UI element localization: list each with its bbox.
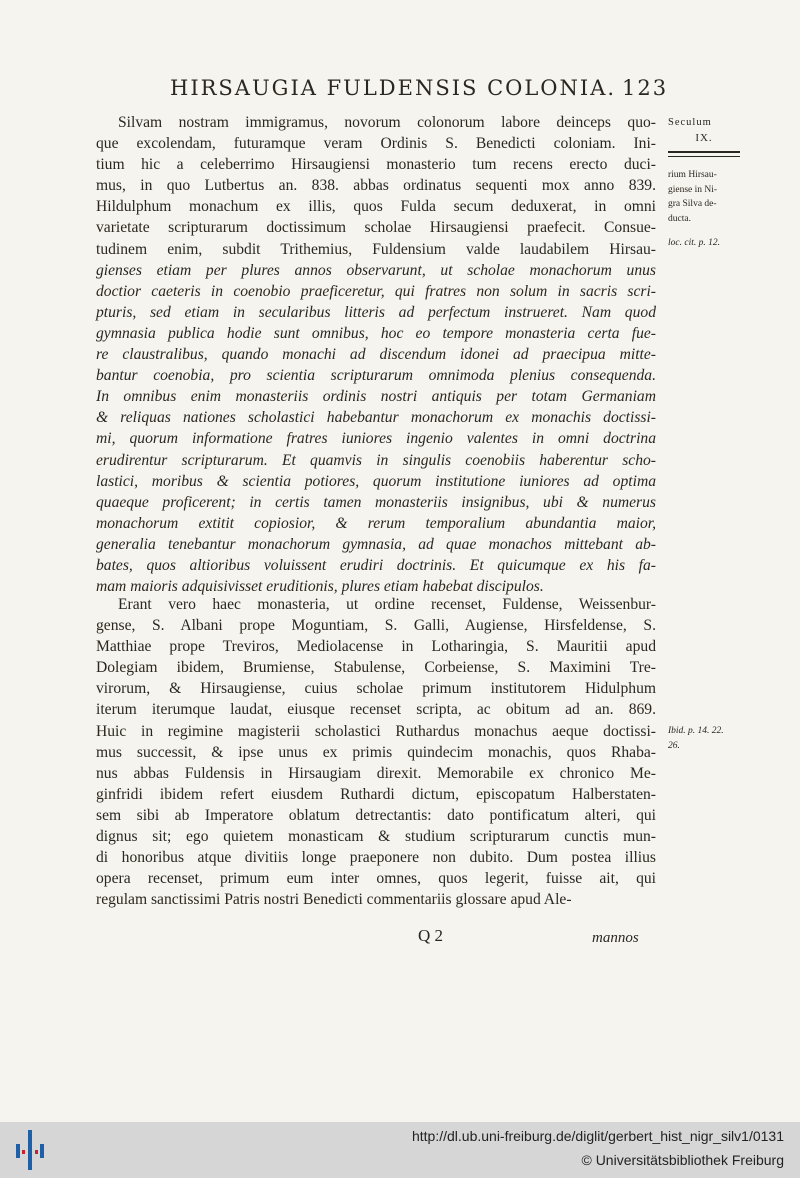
margin-century: [668, 116, 740, 145]
text-line: doctior caeteris in coenobio praeficeretur, qui fratres non solum in sacris scri-: [96, 282, 656, 300]
margin-note-hirsau: [668, 168, 740, 226]
margin-rule: [668, 151, 740, 157]
text-line: mam maioris adquisivisset eruditionis, plures etiam habebat discipulos.: [96, 578, 544, 596]
text-line: monachorum extitit copiosior, & rerum temporalium abundantia maior,: [96, 514, 656, 532]
margin-note-line: rium Hirsau-: [668, 170, 717, 180]
text-line: lastici, moribus & scientia potiores, quorum institutione iuniores ad optima: [96, 472, 656, 490]
text-line: nus abbas Fuldensis in Hirsaugiam direxit. Memorabile ex chronico Me-: [96, 764, 656, 782]
signature-mark: Q 2: [418, 926, 444, 945]
paragraph-1: [96, 112, 656, 597]
margin-seculum-number: IX.: [695, 131, 713, 144]
margin-note-line: gra Silva de-: [668, 199, 717, 209]
text-line: ginfridi ibidem refert eiusdem Ruthardi dictum, episcopatum Halberstaten-: [96, 785, 656, 803]
text-line: tium hic a celeberrimo Hirsaugiensi monasterio tum recens erecto duci-: [96, 156, 656, 174]
text-line: Dolegiam ibidem, Brumiense, Stabulense, Corbeiense, S. Maximini Tre-: [96, 659, 656, 677]
footer-bar: [0, 1122, 800, 1178]
text-line: regulam sanctissimi Patris nostri Benedicti commentariis glossare apud Ale-: [96, 891, 572, 909]
margin-note-line: giense in Ni-: [668, 184, 718, 195]
margin-note-ibid: [668, 724, 740, 753]
margin-note-line: 26.: [668, 740, 680, 751]
text-line: quaeque proficerent; in certis tamen monasteriis insignibus, ubi & numerus: [96, 493, 656, 511]
text-line: tudinem enim, subdit Trithemius, Fuldensium valde laudabilem Hirsau-: [96, 240, 656, 258]
text-line: Hildulphum monachum ex illis, quos Fulda secum deduxerat, in omni: [96, 198, 656, 216]
copyright-notice: © Universitätsbibliothek Freiburg: [581, 1152, 784, 1168]
text-line: mus successit, & ipse unus ex primis quindecim monachis, quos Rhaba-: [96, 743, 656, 761]
ub-freiburg-logo-icon: [12, 1130, 48, 1170]
text-line: gienses etiam per plures annos observarunt, ut scholae monachorum unus: [96, 261, 656, 279]
text-line: gense, S. Albani prope Moguntiam, S. Galli, Augiense, Hirsfeldense, S.: [96, 617, 656, 635]
text-line: virorum, & Hirsaugiense, cuius scholae primum institutorem Hidulphum: [96, 680, 656, 698]
paragraph-2: [96, 594, 656, 910]
text-line: Huic in regimine magisterii scholastici Ruthardus monachus aeque doctissi-: [96, 722, 656, 740]
text-line: Matthiae prope Treviros, Mediolacense in Lotharingia, S. Mauritii apud: [96, 638, 656, 656]
margin-note-line: ducta.: [668, 213, 691, 224]
text-line: erudirentur scripturarum. Et quamvis in singulis coenobiis haberentur scho-: [96, 451, 656, 469]
text-line: pturis, sed etiam in secularibus litteris ad perfectum instrueret. Nam quod: [96, 303, 656, 321]
text-line: mus, in quo Lutbertus an. 838. abbas ordinatus sequenti mox anno 839.: [96, 177, 656, 195]
text-line: gymnasia publica hodie sunt omnibus, hoc eo tempore monasteria certa fue-: [96, 324, 656, 342]
text-line: Erant vero haec monasteria, ut ordine recenset, Fuldense, Weissenbur-: [118, 596, 656, 613]
text-line: que excolendam, futuramque veram Ordinis S. Benedicti coloniam. Ini-: [96, 135, 656, 153]
text-line: dignus sit; ego quietem monasticam & studium scripturarum cunctis mun-: [96, 828, 656, 846]
text-line: di honoribus atque divitiis longe praeponere non dubito. Dum postea illius: [96, 849, 656, 867]
text-line: sem sibi ab Imperatore oblatum detrectantis: dato pontificatum alteri, qui: [96, 806, 656, 824]
running-title: HIRSAUGIA FULDENSIS COLONIA.: [170, 76, 617, 100]
margin-note-loc-cit: loc. cit. p. 12.: [668, 238, 720, 248]
source-url-link[interactable]: http://dl.ub.uni-freiburg.de/diglit/gerbert_hist_nigr_silv1/0131: [411, 1128, 784, 1144]
text-line: opera recenset, primum eum inter omnes, quos legerit, fuisse ait, qui: [96, 870, 656, 888]
text-line: In omnibus enim monasteriis ordinis nostri antiquis per totam Germaniam: [96, 388, 656, 406]
text-line: iterum iterumque laudat, eiusque recenset scripta, ac obitum ad an. 869.: [96, 701, 656, 719]
text-line: mi, quorum informatione fratres iuniores ingenio valentes in omni doctrina: [96, 430, 656, 448]
text-line: varietate scripturarum doctissimum scholae Hirsaugiensi praefecit. Consue-: [96, 219, 656, 237]
text-line: Silvam nostram immigramus, novorum colonorum labore deinceps quo-: [118, 114, 656, 131]
margin-note-line: Ibid. p. 14. 22.: [668, 726, 724, 736]
text-line: & reliquas nationes scholastici habebantur monachorum ex monachis doctissi-: [96, 409, 656, 427]
page-number: 123: [622, 76, 669, 100]
margin-seculum-label: Seculum: [668, 117, 712, 128]
text-line: re claustralibus, quando monachi ad discendum idonei ad praecipua mitte-: [96, 346, 656, 364]
text-line: bantur coenobia, pro scientia scripturarum omnimoda plenius consequenda.: [96, 367, 656, 385]
text-line: generalia tenebantur monachorum gymnasia, ad quae monachos mittebant ab-: [96, 535, 656, 553]
text-line: bates, quos altioribus voluissent erudiri doctrinis. Et quicumque ex his fa-: [96, 556, 656, 574]
catchword: mannos: [592, 930, 639, 946]
